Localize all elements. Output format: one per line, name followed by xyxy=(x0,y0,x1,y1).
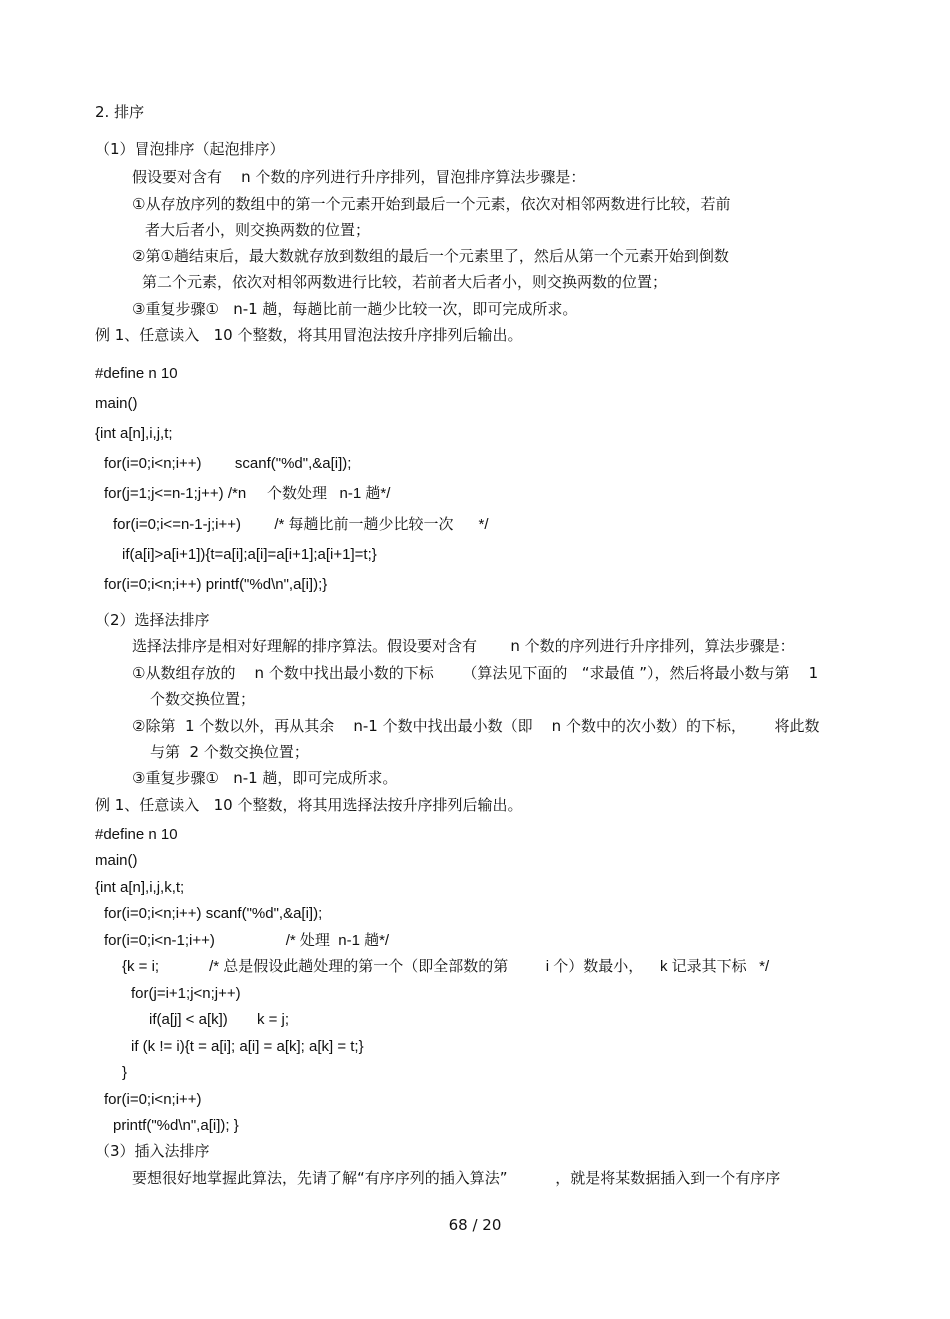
code-line: for(j=1;j<=n-1;j++) /*n 个数处理 n-1 趟*/ xyxy=(104,485,391,502)
text-line: 例 1、任意读入 10 个整数，将其用冒泡法按升序排列后输出。 xyxy=(95,326,523,344)
text-line: 假设要对含有 n 个数的序列进行升序排列，冒泡排序算法步骤是： xyxy=(132,168,586,186)
text-line: ③重复步骤① n-1 趟，每趟比前一趟少比较一次，即可完成所求。 xyxy=(132,300,578,318)
code-line: if(a[i]>a[i+1]){t=a[i];a[i]=a[i+1];a[i+1]=t;} xyxy=(122,546,377,563)
text-line: 第二个元素，依次对相邻两数进行比较，若前者大后者小，则交换两数的位置； xyxy=(142,273,668,291)
text-line: 选择法排序是相对好理解的排序算法。假设要对含有 n 个数的序列进行升序排列，算法步骤是： xyxy=(132,637,795,655)
text-line: ②除第 1 个数以外，再从其余 n-1 个数中找出最小数（即 n 个数中的次小数）的下标， 将此数 xyxy=(132,717,820,735)
code-line: for(j=i+1;j<n;j++) xyxy=(131,985,241,1002)
text-line: ①从存放序列的数组中的第一个元素开始到最后一个元素，依次对相邻两数进行比较，若前 xyxy=(132,195,731,213)
code-line: for(i=0;i<n;i++) printf("%d\n",a[i]);} xyxy=(104,576,328,593)
page-number: 68 / 20 xyxy=(448,1216,502,1234)
code-line: if(a[j] < a[k]) k = j; xyxy=(149,1011,290,1028)
text-line: 例 1、任意读入 10 个整数，将其用选择法按升序排列后输出。 xyxy=(95,796,523,814)
code-line: printf("%d\n",a[i]); } xyxy=(113,1117,239,1134)
code-line: {int a[n],i,j,k,t; xyxy=(95,879,185,896)
text-line: ②第①趟结束后，最大数就存放到数组的最后一个元素里了，然后从第一个元素开始到倒数 xyxy=(132,247,729,265)
text-line: 要想很好地掌握此算法，先请了解“有序序列的插入算法” ，就是将某数据插入到一个有序序 xyxy=(132,1169,781,1187)
text-line: 者大后者小，则交换两数的位置； xyxy=(145,221,371,239)
code-line: for(i=0;i<n;i++) scanf("%d",&a[i]); xyxy=(104,455,352,472)
code-line: #define n 10 xyxy=(95,826,178,843)
code-line: if (k != i){t = a[i]; a[i] = a[k]; a[k] = t;} xyxy=(131,1038,364,1055)
text-line: ③重复步骤① n-1 趟，即可完成所求。 xyxy=(132,769,398,787)
section-heading: （3）插入法排序 xyxy=(95,1142,210,1160)
section-heading: （2）选择法排序 xyxy=(95,611,210,629)
text-line: 个数交换位置； xyxy=(150,690,256,708)
code-line: {k = i; /* 总是假设此趟处理的第一个（即全部数的第 i 个）数最小， k 记录其下标 */ xyxy=(122,958,770,975)
code-line: } xyxy=(122,1064,128,1081)
code-line: for(i=0;i<=n-1-j;i++) /* 每趟比前一趟少比较一次 */ xyxy=(113,516,489,533)
text-line: ①从数组存放的 n 个数中找出最小数的下标 （算法见下面的 “求最值 ”），然后将最小数与第 1 xyxy=(132,664,819,682)
code-line: for(i=0;i<n;i++) xyxy=(104,1091,202,1108)
code-line: for(i=0;i<n;i++) scanf("%d",&a[i]); xyxy=(104,905,323,922)
code-line: {int a[n],i,j,t; xyxy=(95,425,173,442)
code-line: #define n 10 xyxy=(95,365,178,382)
text-line: 与第 2 个数交换位置； xyxy=(150,743,309,761)
code-line: for(i=0;i<n-1;i++) /* 处理 n-1 趟*/ xyxy=(104,932,390,949)
code-line: main() xyxy=(95,852,138,869)
code-line: main() xyxy=(95,395,138,412)
section-heading: （1）冒泡排序（起泡排序） xyxy=(95,140,285,158)
section-heading: 2. 排序 xyxy=(95,103,145,121)
